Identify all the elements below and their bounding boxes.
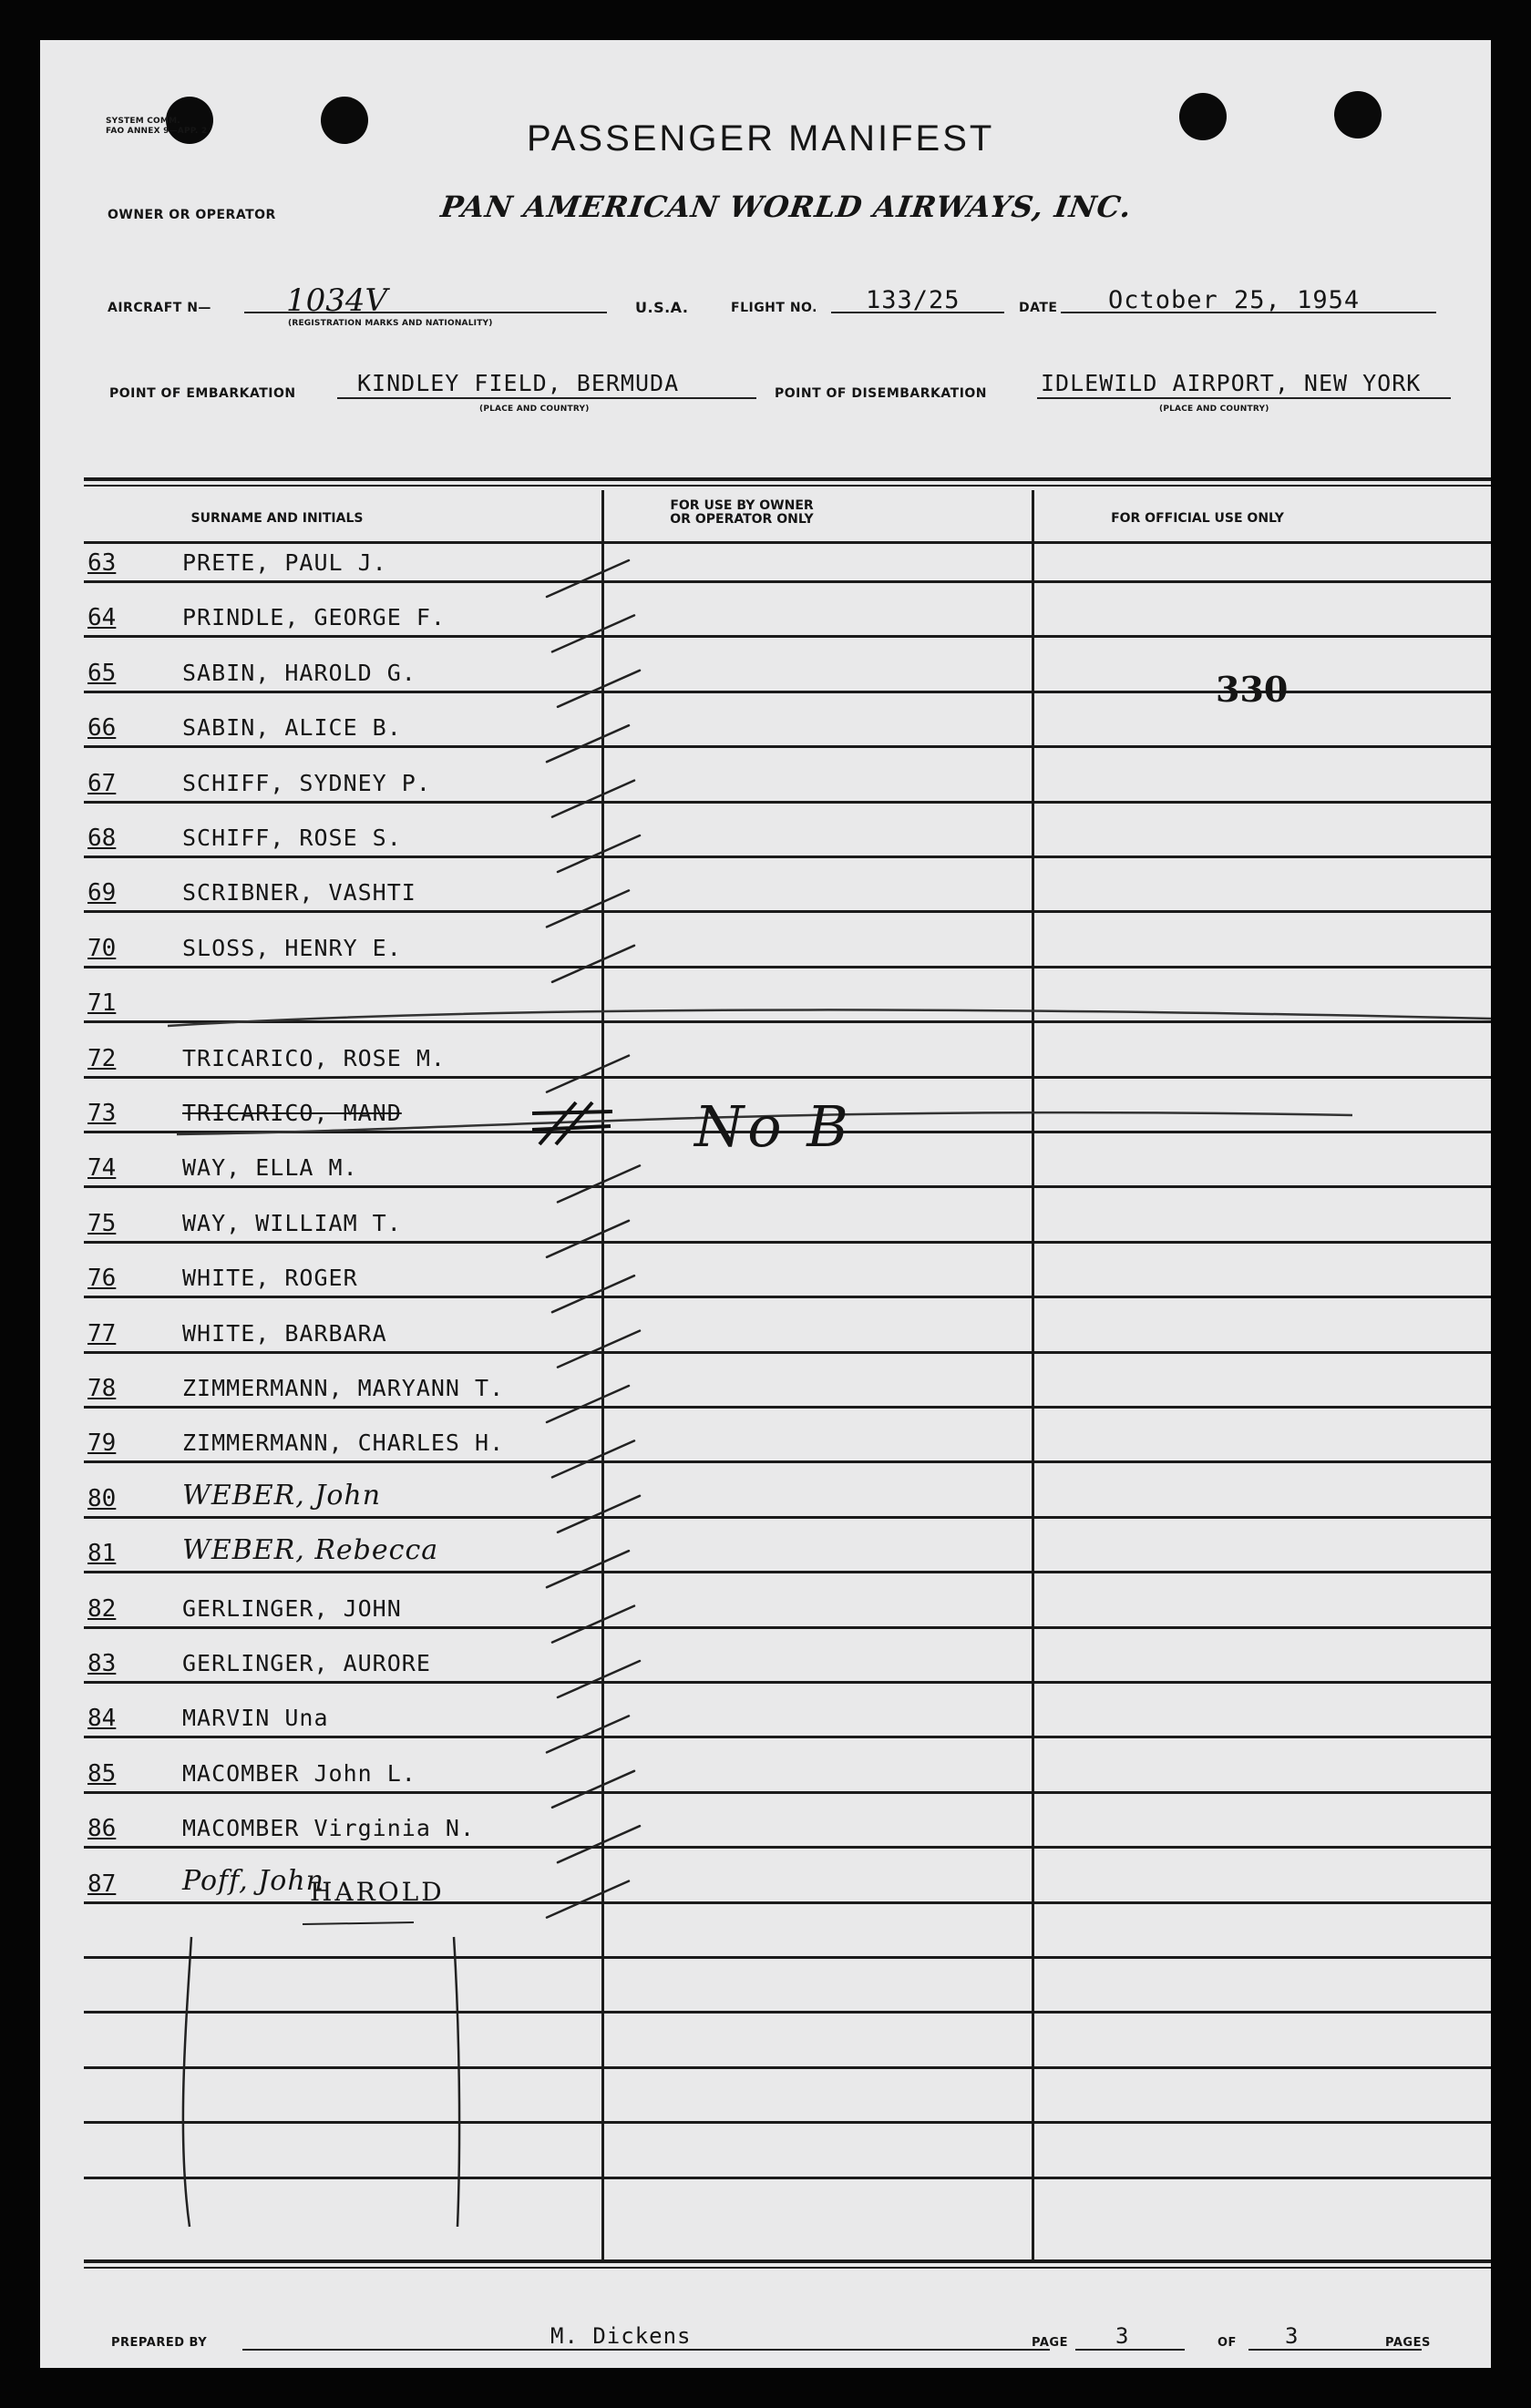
row87-bracket-right [454, 1937, 459, 2227]
check-mark [547, 1056, 629, 1092]
row-number: 78 [87, 1375, 117, 1402]
passenger-name: GERLINGER, AURORE [182, 1650, 431, 1676]
passenger-name: ZIMMERMANN, MARYANN T. [182, 1375, 505, 1401]
page-label: PAGE [1032, 2336, 1068, 2350]
column-header-official-use: FOR OFFICIAL USE ONLY [1111, 511, 1284, 526]
row-number: 83 [87, 1650, 117, 1677]
aircraft-caption: (REGISTRATION MARKS AND NATIONALITY) [288, 319, 493, 328]
system-code [106, 117, 207, 137]
row87-name-strike [303, 1922, 414, 1924]
punch-hole [1334, 91, 1382, 138]
aircraft-label: AIRCRAFT N— [108, 301, 211, 315]
check-mark [547, 1386, 629, 1422]
date-underline [1061, 312, 1436, 313]
check-mark [552, 1771, 634, 1808]
row-number: 74 [87, 1154, 117, 1183]
row-rule [84, 635, 1491, 638]
passenger-name: SCHIFF, ROSE S. [182, 825, 402, 851]
row-rule [84, 1791, 1491, 1794]
disembark-underline [1037, 397, 1451, 399]
embark-caption: (PLACE AND COUNTRY) [479, 405, 590, 414]
embark-value: KINDLEY FIELD, BERMUDA [357, 370, 680, 396]
passenger-name: WEBER, Rebecca [182, 1534, 439, 1567]
check-mark [558, 835, 640, 872]
aircraft-underline [244, 312, 607, 313]
of-value: 3 [1285, 2323, 1300, 2349]
manifest-sheet [40, 40, 1491, 2368]
date-value: October 25, 1954 [1108, 286, 1361, 314]
row-rule [84, 2177, 1491, 2179]
row87-bracket-left [183, 1937, 191, 2227]
check-mark [558, 1331, 640, 1368]
row-rule [84, 1956, 1491, 1959]
passenger-name: SABIN, HAROLD G. [182, 659, 416, 686]
page-value: 3 [1115, 2323, 1130, 2349]
passenger-name: SABIN, ALICE B. [182, 714, 402, 742]
row-number: 70 [87, 934, 117, 962]
row-number: 86 [87, 1815, 117, 1843]
disembark-value: IDLEWILD AIRPORT, NEW YORK [1041, 370, 1422, 396]
check-mark [552, 946, 634, 982]
row-rule [84, 1626, 1491, 1629]
row-rule [84, 1571, 1491, 1573]
passenger-name: WAY, ELLA M. [182, 1154, 358, 1182]
passenger-name: SCRIBNER, VASHTI [182, 879, 416, 907]
row-number: 65 [87, 659, 117, 687]
aircraft-value: 1034V [286, 282, 388, 319]
embark-underline [337, 397, 756, 399]
check-mark [547, 1221, 629, 1257]
system-code-line1: SYSTEM COMM. [106, 117, 180, 126]
column-divider [1032, 490, 1034, 2259]
prepared-label: PREPARED BY [111, 2336, 208, 2350]
row-rule [84, 1736, 1491, 1738]
prepared-underline [242, 2349, 1050, 2351]
check-mark [552, 1440, 634, 1477]
row-rule [84, 1406, 1491, 1409]
column-divider [601, 490, 604, 2259]
row-rule [84, 580, 1491, 583]
row-number: 69 [87, 879, 117, 907]
check-mark [547, 1551, 629, 1587]
row-number: 76 [87, 1265, 117, 1293]
passenger-name: MARVIN Una [182, 1705, 329, 1732]
row87-correction: HAROLD [310, 1877, 445, 1907]
owner-value: PAN AMERICAN WORLD AIRWAYS, INC. [438, 190, 1135, 224]
passenger-name: WHITE, ROGER [182, 1265, 358, 1292]
passenger-name: TRICARICO, ROSE M. [182, 1044, 446, 1071]
row-number: 79 [87, 1429, 117, 1458]
row-rule [84, 1460, 1491, 1463]
of-label: OF [1218, 2336, 1237, 2350]
row-rule [84, 1516, 1491, 1519]
date-label: DATE [1019, 301, 1058, 315]
check-mark [558, 1496, 640, 1532]
official-note: 330 [1216, 669, 1289, 710]
check-mark [552, 781, 634, 817]
check-mark [558, 1661, 640, 1697]
row-rule [84, 1351, 1491, 1354]
check-mark [547, 1716, 629, 1752]
row-number: 84 [87, 1705, 117, 1733]
check-mark [547, 1881, 629, 1918]
row-number: 67 [87, 769, 117, 797]
owner-use-line1: FOR USE BY OWNER [670, 498, 814, 513]
row-number: 81 [87, 1540, 117, 1568]
row-number: 66 [87, 714, 117, 743]
column-header-surname: SURNAME AND INITIALS [190, 511, 364, 526]
passenger-name: WEBER, John [182, 1479, 382, 1511]
flight-label: FLIGHT NO. [731, 301, 817, 315]
row73-annotation: No B [694, 1093, 852, 1160]
disembark-label: POINT OF DISEMBARKATION [775, 386, 988, 401]
row-number: 64 [87, 604, 117, 632]
row71-strike-line [168, 1009, 1491, 1026]
row-rule [84, 2011, 1491, 2013]
row-rule [84, 1681, 1491, 1684]
row-number: 80 [87, 1484, 117, 1512]
table-top-rule [84, 485, 1491, 487]
row-number: 85 [87, 1759, 117, 1788]
row-rule [84, 2121, 1491, 2124]
row-rule [84, 856, 1491, 858]
check-mark [552, 1276, 634, 1312]
row-number: 71 [87, 989, 117, 1018]
passenger-name: SCHIFF, SYDNEY P. [182, 769, 431, 796]
table-bottom-rule [84, 2267, 1491, 2269]
passenger-name: TRICARICO, MAND [182, 1100, 402, 1126]
row-rule [84, 1185, 1491, 1188]
check-mark [558, 671, 640, 707]
punch-hole [1179, 93, 1227, 140]
check-mark [558, 1165, 640, 1202]
check-mark [558, 1826, 640, 1862]
passenger-name: Poff, John [182, 1864, 324, 1897]
row73-hash-mark [532, 1102, 612, 1144]
passenger-name: MACOMBER Virginia N. [182, 1815, 476, 1842]
check-marks [547, 560, 640, 1918]
row-number: 68 [87, 825, 117, 852]
passenger-name: SLOSS, HENRY E. [182, 934, 402, 961]
row-number: 72 [87, 1044, 117, 1072]
owner-use-line2: OR OPERATOR ONLY [670, 512, 814, 527]
row-rule [84, 1296, 1491, 1298]
page-underline [1075, 2349, 1185, 2351]
row-number: 75 [87, 1209, 117, 1237]
check-mark [547, 890, 629, 927]
passenger-name: PRETE, PAUL J. [182, 549, 387, 576]
row-rule [84, 1076, 1491, 1079]
check-mark [552, 1606, 634, 1643]
row-number: 82 [87, 1594, 117, 1623]
table-bottom-rule [84, 2259, 1491, 2263]
row-number: 63 [87, 549, 117, 577]
column-header-owner-use [605, 499, 879, 527]
row-rule [84, 745, 1491, 748]
row-number: 77 [87, 1319, 117, 1347]
usa-label: U.S.A. [635, 299, 689, 316]
header-rule [84, 541, 1491, 544]
row-rule [84, 801, 1491, 804]
embark-label: POINT OF EMBARKATION [109, 386, 296, 401]
pages-label: PAGES [1385, 2336, 1431, 2350]
disembark-caption: (PLACE AND COUNTRY) [1159, 405, 1269, 414]
owner-label: OWNER OR OPERATOR [108, 208, 276, 222]
passenger-name: WHITE, BARBARA [182, 1319, 387, 1347]
flight-underline [831, 312, 1004, 313]
flight-value: 133/25 [866, 286, 961, 314]
row-rule [84, 1241, 1491, 1244]
table-top-rule [84, 477, 1491, 481]
punch-hole [321, 97, 368, 144]
row-rule [84, 910, 1491, 913]
row-rule [84, 966, 1491, 968]
row-rule [84, 1020, 1491, 1023]
row-rule [84, 1901, 1491, 1904]
system-code-line2: FAO ANNEX 9—APP. 2 [106, 127, 208, 136]
passenger-name: ZIMMERMANN, CHARLES H. [182, 1429, 505, 1457]
row-rule [84, 1846, 1491, 1849]
passenger-name: MACOMBER John L. [182, 1759, 416, 1787]
check-mark [552, 615, 634, 651]
check-mark [547, 725, 629, 762]
passenger-name: GERLINGER, JOHN [182, 1594, 402, 1622]
row-number: 87 [87, 1870, 117, 1898]
row-rule [84, 2066, 1491, 2069]
check-mark [547, 560, 629, 597]
prepared-value: M. Dickens [550, 2323, 692, 2349]
row-number: 73 [87, 1100, 117, 1127]
passenger-name: WAY, WILLIAM T. [182, 1209, 402, 1236]
passenger-name: PRINDLE, GEORGE F. [182, 604, 446, 631]
form-title: PASSENGER MANIFEST [527, 118, 995, 159]
